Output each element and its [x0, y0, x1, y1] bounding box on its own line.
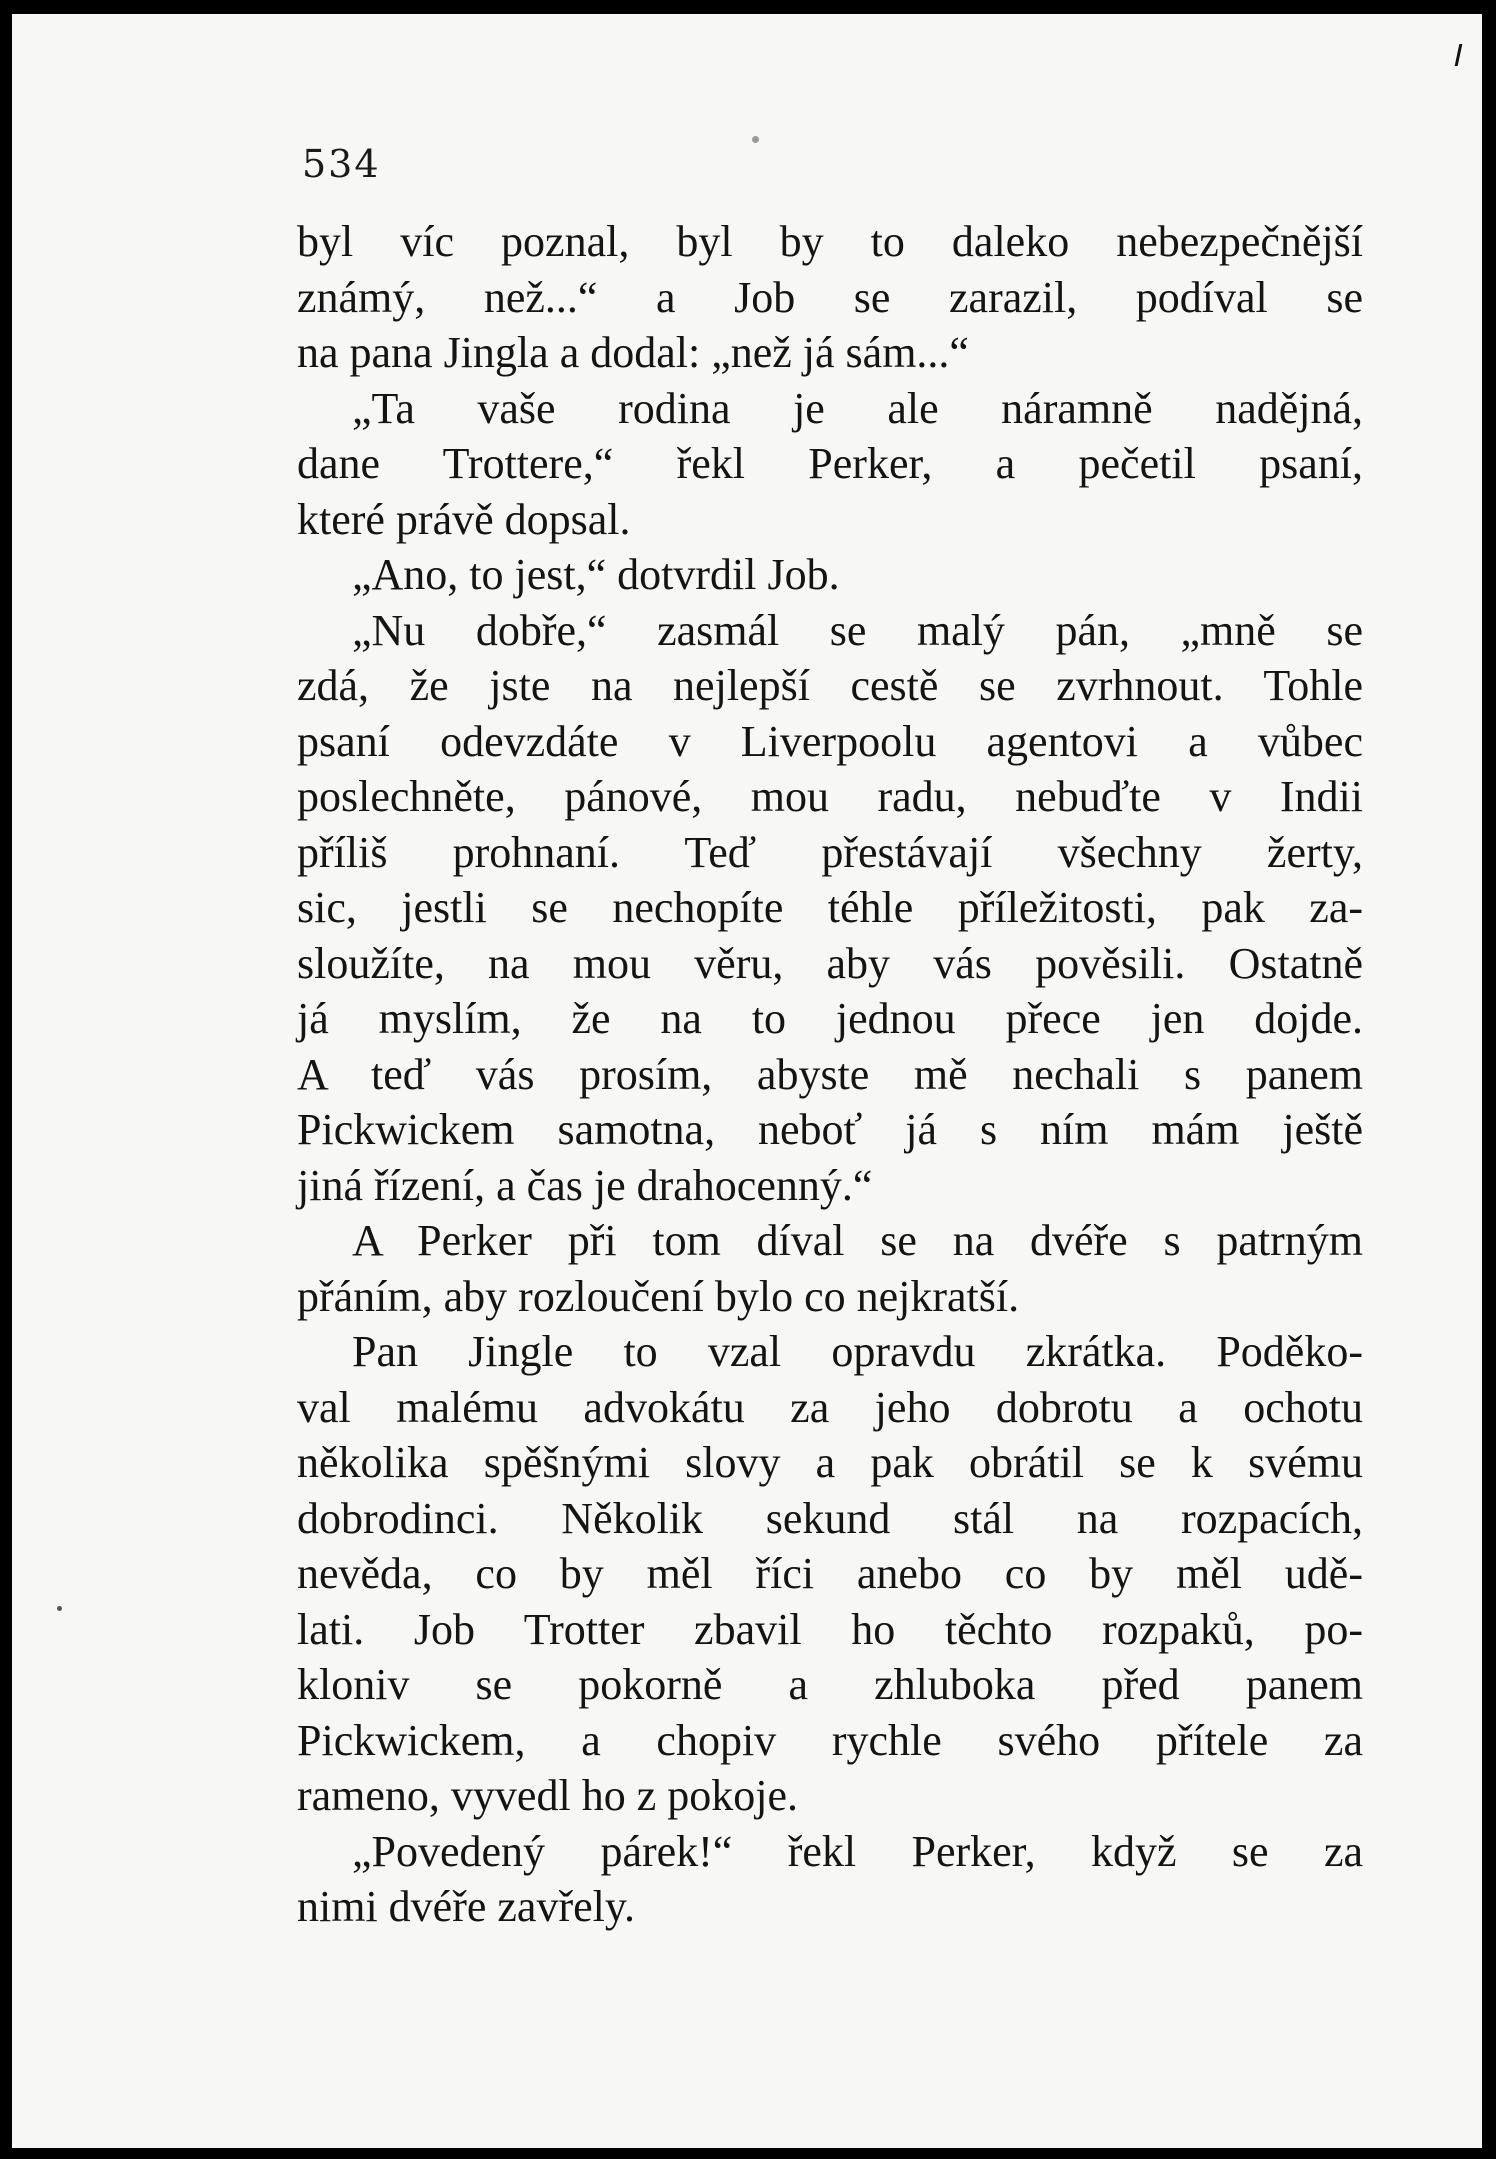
text-line: „Nu dobře,“ zasmál se malý pán, „mně se: [352, 605, 1363, 655]
text-line: byl víc poznal, byl by to daleko nebezpečnější: [297, 217, 1363, 266]
text-line: Pickwickem, a chopiv rychle svého přítele za: [297, 1715, 1363, 1765]
text-line: psaní odevzdáte v Liverpoolu agentovi a vůbec: [297, 716, 1363, 766]
text-line: známý, než...“ a Job se zarazil, podíval se: [297, 272, 1363, 322]
text-line: já myslím, že na to jednou přece jen dojde.: [297, 994, 1363, 1043]
text-line: na pana Jingla a dodal: „než já sám...“: [297, 328, 969, 377]
text-line: „Ta vaše rodina je ale náramně nadějná,: [352, 383, 1363, 433]
text-line: Pickwickem samotna, neboť já s ním mám ještě: [297, 1105, 1363, 1154]
text-line: které právě dopsal.: [297, 494, 631, 544]
text-line: nevěda, co by měl říci anebo co by měl udě-: [297, 1549, 1363, 1598]
text-line: několika spěšnými slovy a pak obrátil se k svému: [297, 1438, 1363, 1487]
text-line: val malému advokátu za jeho dobrotu a ochotu: [297, 1382, 1363, 1432]
text-line: A teď vás prosím, abyste mě nechali s panem: [297, 1049, 1363, 1099]
text-line: jiná řízení, a čas je drahocenný.“: [297, 1160, 873, 1210]
text-line: příliš prohnaní. Teď přestávají všechny žerty,: [297, 827, 1363, 877]
body-text: [297, 214, 1363, 1935]
text-line: nimi dvéře zavřely.: [297, 1882, 635, 1931]
text-line: lati. Job Trotter zbavil ho těchto rozpaků, po-: [297, 1604, 1363, 1654]
text-line: přáním, aby rozloučení bylo co nejkratší.: [297, 1271, 1020, 1321]
text-line: „Ano, to jest,“ dotvrdil Job.: [352, 550, 840, 599]
text-line: sic, jestli se nechopíte téhle příležitosti, pak za-: [297, 883, 1363, 932]
text-line: A Perker při tom díval se na dvéře s patrným: [352, 1216, 1363, 1265]
text-line: dobrodinci. Několik sekund stál na rozpacích,: [297, 1493, 1363, 1543]
book-page: [12, 14, 1482, 2148]
text-line: dane Trottere,“ řekl Perker, a pečetil psaní,: [297, 439, 1363, 488]
text-line: rameno, vyvedl ho z pokoje.: [297, 1771, 798, 1820]
page-number: 534: [302, 142, 381, 186]
text-line: kloniv se pokorně a zhluboka před panem: [297, 1660, 1363, 1709]
speck: [57, 1606, 62, 1611]
text-line: poslechněte, pánové, mou radu, nebuďte v Indii: [297, 772, 1363, 821]
text-line: „Povedený párek!“ řekl Perker, když se za: [352, 1826, 1363, 1876]
text-line: Pan Jingle to vzal opravdu zkrátka. Poděko-: [352, 1327, 1363, 1376]
text-line: zdá, že jste na nejlepší cestě se zvrhnout. Tohle: [297, 661, 1363, 710]
text-line: sloužíte, na mou věru, aby vás pověsili. Ostatně: [297, 938, 1363, 988]
speck: [752, 136, 759, 143]
edge-mark: [1455, 44, 1463, 66]
